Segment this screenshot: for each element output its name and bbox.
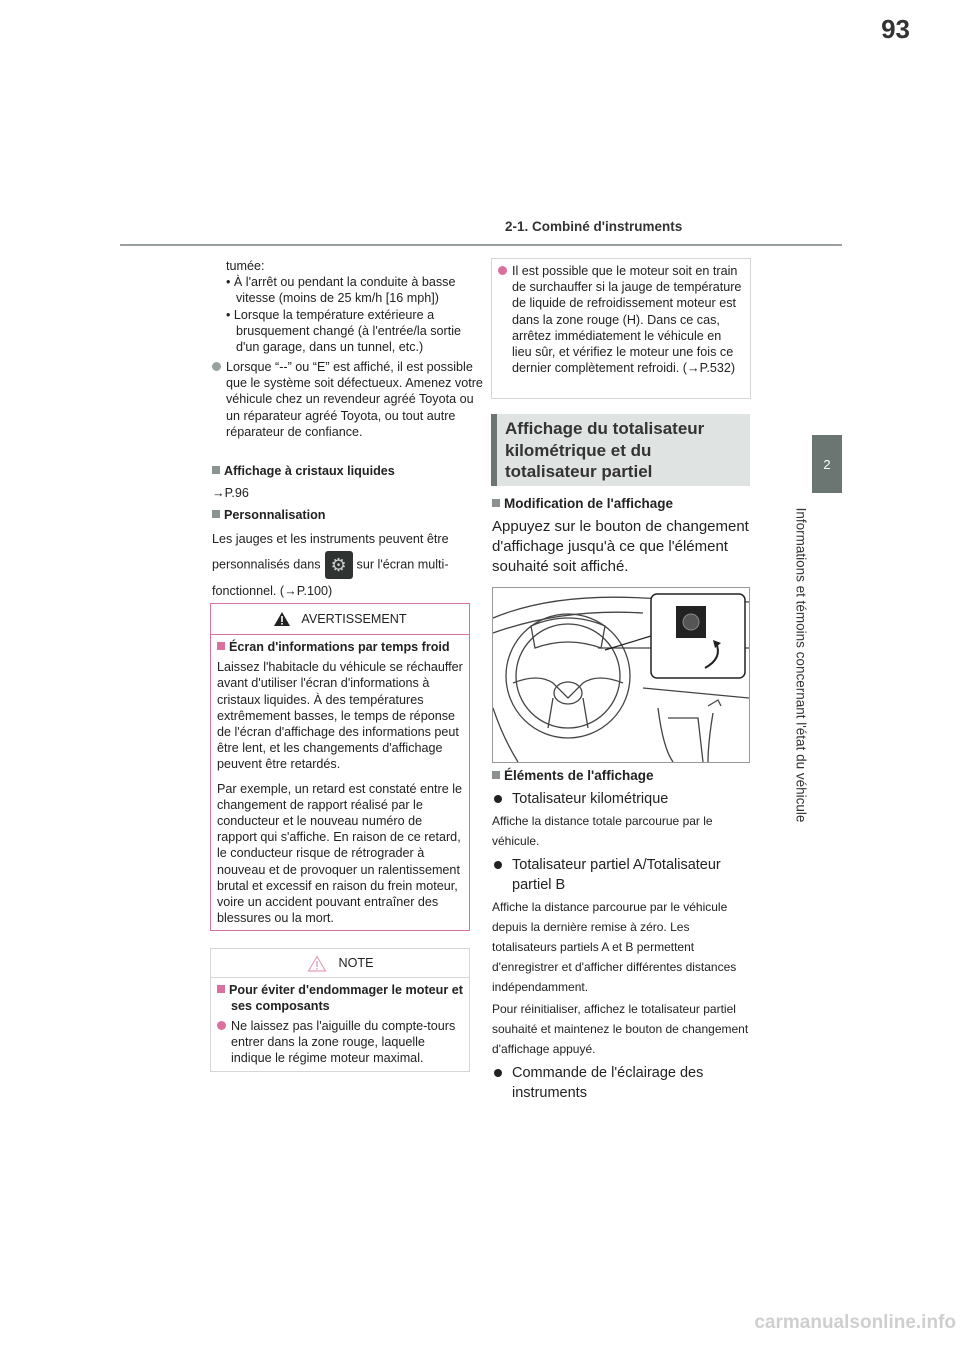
bullet-dot-icon (212, 362, 221, 371)
bullet-dot-icon (494, 795, 502, 803)
bullet-dot-icon (217, 1021, 226, 1030)
square-bullet-icon (212, 466, 220, 474)
perso-text-1: Les jauges et les instruments peuvent être personnalisés dans (212, 532, 449, 572)
chapter-number: 2 (823, 456, 831, 472)
square-bullet-icon (212, 510, 220, 518)
section-header: 2-1. Combiné d'instruments (505, 219, 683, 234)
info-box (491, 258, 751, 399)
dashboard-drawing (493, 588, 749, 762)
list-item (492, 855, 750, 895)
warning-title: AVERTISSEMENT (301, 612, 407, 626)
header-divider (120, 244, 842, 246)
warning-para-1: Laissez l'habitacle du véhicule se réchauffer avant d'utiliser l'écran d'informations à cristaux liquides. À des températures extrêmement basses, le temps de réponse de l'écran d'affichage des informations peut être lent, et les changements d'affichage peuvent être retardés. (217, 660, 463, 772)
page-number: 93 (881, 14, 910, 44)
warning-para-2: Par exemple, un retard est constaté entre le changement de rapport réalisé par le conducteur et le nouveau numéro de rapport qui s'affiche. En raison de ce retard, le conducteur risque de rétrograder à nouveau et de provoquer un ralentissement brutal et excessif en raison du frein moteur, voire un accident pouvant entraîner des blessures ou la mort. (217, 781, 463, 926)
item-desc: Affiche la distance parcourue par le véhicule depuis la dernière remise à zéro. Les totalisateurs partiels A et B permettent d'enregistrer et d'afficher différentes distances indépendamment. (492, 900, 737, 994)
note-title: NOTE (338, 956, 374, 970)
item-title: Commande de l'éclairage des instruments (512, 1065, 704, 1101)
warning-subheading: Écran d'informations par temps froid (229, 640, 450, 654)
bullet-item: • À l'arrêt ou pendant la conduite à basse vitesse (moins de 25 km/h [16 mph]) (226, 275, 456, 306)
note-item: Ne laissez pas l'aiguille du compte-tours entrer dans la zone rouge, laquelle indique le régime moteur maximal. (231, 1019, 456, 1065)
item-desc: Affiche la distance totale parcourue par le véhicule. (492, 814, 713, 848)
dot-item (212, 359, 484, 440)
perso-heading: Personnalisation (224, 508, 326, 522)
warning-box (210, 603, 470, 931)
modif-text: Appuyez sur le bouton de changement d'affichage jusqu'à ce que l'élément souhaité soit affiché. (492, 518, 749, 575)
bullet-dot-icon (498, 266, 507, 275)
item-title: Totalisateur partiel A/Totalisateur partiel B (512, 857, 721, 893)
caution-triangle-icon (307, 955, 327, 972)
bullet-dot-icon (494, 1069, 502, 1077)
square-bullet-icon (492, 499, 500, 507)
chapter-title-vertical (790, 505, 812, 825)
lcd-heading: Affichage à cristaux liquides (224, 464, 395, 478)
section-title-block (491, 414, 750, 486)
left-intro (212, 258, 470, 355)
bullet-item: • Lorsque la température extérieure a brusquement changé (à l'entrée/la sortie d'un garage, dans un tunnel, etc.) (226, 307, 462, 355)
note-body (211, 978, 469, 1070)
square-bullet-icon (217, 642, 225, 650)
perso-text-2: sur l'écran multi-fonctionnel. (→P.100) (212, 557, 449, 598)
dot-item-text: Lorsque “--” ou “E” est affiché, il est possible que le système soit défectueux. Amenez votre véhicule chez un revendeur agréé Toyota ou un réparateur agréé Toyota, ou tout autre réparateur de confiance. (226, 360, 483, 439)
warning-body (211, 635, 469, 930)
item-title: Totalisateur kilométrique (512, 791, 669, 807)
elements-heading: Éléments de l'affichage (504, 768, 654, 783)
warning-header (211, 604, 469, 635)
perso-section (212, 507, 470, 603)
section-title-bar (491, 414, 497, 486)
gear-icon: ⚙ (325, 551, 353, 579)
lcd-ref: →P.96 (212, 486, 249, 501)
info-text: Il est possible que le moteur soit en train de surchauffer si la jauge de température de liquide de refroidissement moteur est dans la zone rouge (H). Dans ce cas, arrêtez immédiatement le véhicule en lieu sûr, et vérifiez le moteur une fois ce dernier complètement refroidi. (→P.532) (512, 264, 742, 376)
lcd-section (212, 463, 470, 501)
warning-triangle-icon (273, 611, 291, 627)
watermark: carmanualsonline.info (754, 1312, 956, 1333)
section-title: Affichage du totalisateur kilométrique et du totalisateur partiel (505, 419, 705, 481)
square-bullet-icon (217, 985, 225, 993)
note-box (210, 948, 470, 1072)
modif-section (492, 496, 750, 577)
chapter-title: Informations et témoins concernant l'état du véhicule (793, 507, 809, 823)
item-desc-2: Pour réinitialiser, affichez le totalisateur partiel souhaité et maintenez le bouton de changement d'affichage appuyé. (492, 1002, 749, 1056)
list-item (492, 789, 750, 809)
note-header (211, 949, 469, 978)
elements-section (492, 768, 750, 1103)
modif-heading: Modification de l'affichage (504, 496, 673, 511)
note-subheading: Pour éviter d'endommager le moteur et ses composants (229, 983, 463, 1013)
steering-wheel-illustration (492, 587, 750, 763)
square-bullet-icon (492, 771, 500, 779)
intro-text: tumée: (226, 259, 265, 273)
bullet-dot-icon (494, 861, 502, 869)
list-item (492, 1063, 750, 1103)
chapter-tab (812, 435, 842, 493)
